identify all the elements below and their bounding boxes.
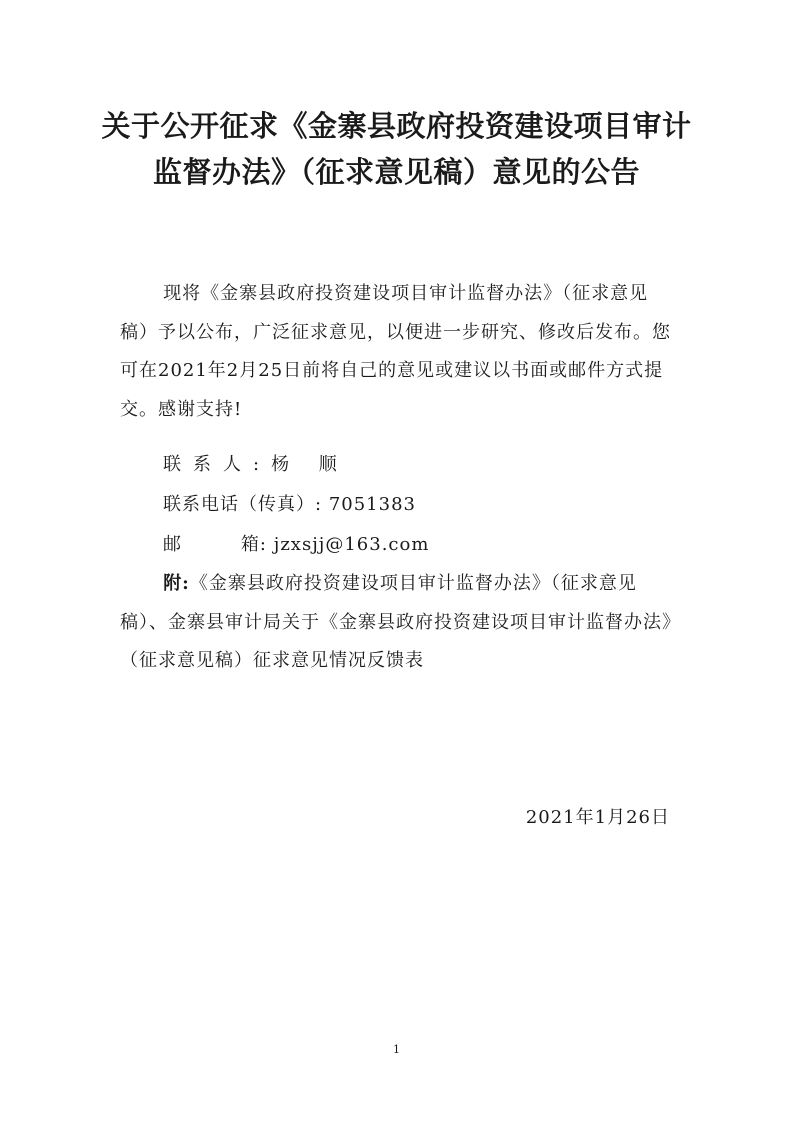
page-number: 1	[393, 1043, 400, 1056]
intro-paragraph	[120, 275, 675, 429]
contact-person-label: 联系人:	[163, 454, 272, 475]
attachment-label: 附:	[163, 573, 190, 594]
contact-phone-value: 7051383	[328, 494, 416, 515]
contact-person-name: 杨 顺	[271, 454, 349, 475]
attachment-text: 《金寨县政府投资建设项目审计监督办法》（征求意见稿）、金寨县审计局关于《金寨县政府投资建设项目审计监督办法》（征求意见稿）征求意见情况反馈表	[120, 573, 672, 671]
intro-text: 现将《金寨县政府投资建设项目审计监督办法》（征求意见稿）予以公布，广泛征求意见，以便进一步研究、修改后发布。您可在2021年2月25日前将自己的意见或建议以书面或邮件方式提交。感谢支持!	[120, 283, 671, 420]
contact-email-line	[163, 530, 429, 556]
contact-phone-line	[163, 490, 416, 516]
document-title-line-1: 关于公开征求《金寨县政府投资建设项目审计	[101, 109, 692, 143]
contact-phone-label: 联系电话（传真）:	[163, 494, 323, 515]
document-date: 2021年1月26日	[525, 807, 670, 828]
contact-email-value: jzxsjj@163.com	[273, 534, 430, 555]
contact-email-label: 邮 箱:	[163, 534, 267, 555]
document-title-line-2: 监督办法》（征求意见稿）意见的公告	[152, 155, 640, 189]
attachment-paragraph	[120, 565, 675, 681]
contact-person-line	[163, 450, 349, 476]
